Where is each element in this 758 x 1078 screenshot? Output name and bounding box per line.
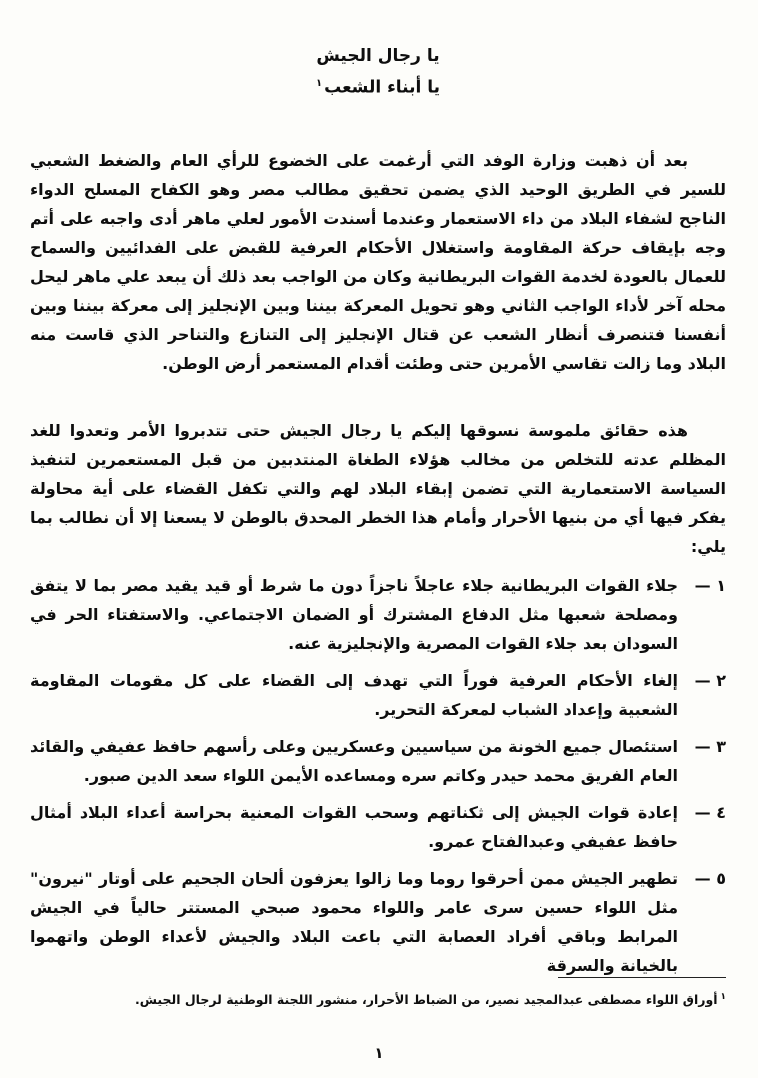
- paragraph-2: هذه حقائق ملموسة نسوقها إليكم يا رجال الجيش حتى تتدبروا الأمر وتعدوا للغد المظلم عدته للتخلص من مخالب هؤلاء الطغاة المنتدبين من قبل المستعمرين لتنفيذ السياسة الاستعمارية التي تضمن إبقاء البلاد لهم والتي تكفل القضاء على أية محاولة يفكر فيها أي من بنيها الأحرار وأمام هذا الخطر المحدق بالوطن لا يسعنا إلا أن نطالب بما يلي:: [30, 420, 726, 556]
- list-item-text: إلغاء الأحكام العرفية فوراً التي تهدف إلى القضاء على كل مقومات المقاومة الشعبية وإعداد الشباب لمعركة التحرير.: [30, 670, 678, 719]
- document-footer: [30, 977, 726, 1010]
- list-item-number: ٢ —: [694, 670, 726, 690]
- title-line-1: يا رجال الجيش: [316, 46, 440, 66]
- footnote-number: ١: [720, 991, 726, 1002]
- page-number: ١: [374, 1044, 384, 1062]
- list-item: [30, 864, 726, 980]
- list-item: [30, 571, 726, 658]
- title-line-2-text: يا أبناء الشعب: [324, 77, 441, 98]
- footnote-reference-marker: ١: [315, 78, 323, 89]
- list-item: [30, 732, 726, 790]
- list-item: [30, 798, 726, 856]
- document-header: [30, 42, 726, 102]
- list-item-number: ٥ —: [694, 868, 726, 888]
- footnote-text: أوراق اللواء مصطفى عبدالمجيد نصير، من الضباط الأحرار، منشور اللجنة الوطنية لرجال الجيش.: [134, 992, 718, 1007]
- footnote: [30, 987, 726, 1010]
- list-item: [30, 666, 726, 724]
- footnote-divider: [558, 977, 726, 978]
- list-item-number: ٤ —: [694, 802, 726, 822]
- list-item-text: استئصال جميع الخونة من سياسيين وعسكريين وعلى رأسهم حافظ عفيفي والقائد العام الفريق محمد حيدر وكاتم سره ومساعده الأيمن اللواء سعد الدين صبور.: [30, 736, 678, 785]
- document-body: [30, 146, 726, 980]
- list-item-number: ١ —: [694, 575, 726, 595]
- list-item-text: جلاء القوات البريطانية جلاء عاجلاً ناجزاً دون ما شرط أو قيد يقيد مصر بما لا يتفق ومصلحة شعبها مثل الدفاع المشترك أو الضمان الاجتماعي. والاستفتاء الحر في السودان بعد جلاء القوات المصرية والإنجليزية عنه.: [30, 575, 678, 653]
- list-item-text: تطهير الجيش ممن أحرقوا روما وما زالوا يعزفون ألحان الجحيم على أوتار "نيرون" مثل اللواء حسين سرى عامر واللواء محمود صبحي المستتر حالياً في الجيش المرابط وباقي أفراد العصابة التي باعت البلاد والجيش لأعداء الوطن واتهموا بالخيانة والسرقة: [30, 868, 678, 975]
- list-item-text: إعادة قوات الجيش إلى ثكناتهم وسحب القوات المعنية بحراسة أعداء البلاد أمثال حافظ عفيفي وعبدالفتاح عمرو.: [30, 802, 678, 851]
- demands-list: [30, 571, 726, 980]
- paragraph-1: بعد أن ذهبت وزارة الوفد التي أرغمت على الخضوع للرأي العام والضغط الشعبي للسير في الطريق الوحيد الذي يضمن تحقيق مطالب مصر وهو الكفاح المسلح الدواء الناجح لشفاء البلاد من داء الاستعمار وعندما أسندت الأمور لعلي ماهر أدى واجبه على أتم وجه بإيقاف حركة المقاومة واستغلال الأحكام العرفية للقبض على الفدائيين والسماح للعمال بالعودة لخدمة القوات البريطانية وكان من الواجب بعد ذلك أن يبعد علي ماهر ليحل محله آخر لأداء الواجب الثاني وهو تحويل المعركة بيننا وبين الإنجليز إلى معركة بيننا وبين أنفسنا فتنصرف أنظار الشعب عن قتال الإنجليز إلى التنازع والتناحر الذي قاست منه البلاد وما زالت تقاسي الأمرين حتى وطئت أقدام المستعمر أرض الوطن.: [30, 150, 726, 373]
- title-line-2: [30, 70, 726, 102]
- list-item-number: ٣ —: [694, 736, 726, 756]
